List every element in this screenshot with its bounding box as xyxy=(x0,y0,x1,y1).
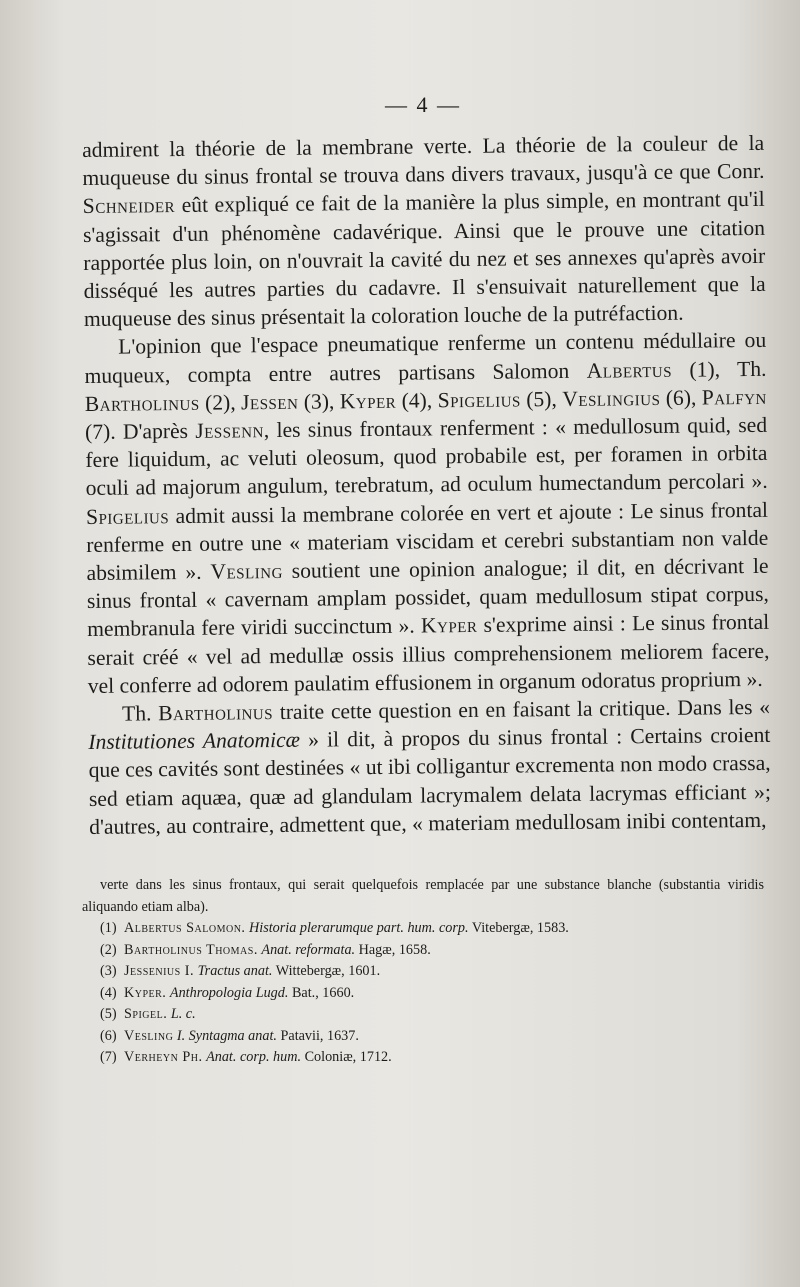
footnote-publication: Wittebergæ, 1601. xyxy=(275,963,381,980)
footnote-publication: Hagæ, 1658. xyxy=(358,941,431,958)
footnotes xyxy=(82,875,764,1069)
footnote-author: Albertus Salomon. xyxy=(124,920,246,937)
footnote-title: L. c. xyxy=(170,1006,196,1023)
footnote-author: Kyper. xyxy=(124,984,167,1001)
footnote-author: Bartholinus Thomas. xyxy=(124,941,258,958)
text-run: admirent la théorie de la membrane verte. La théorie de la couleur de la muqueuse du sinus frontal se trouva dans divers travaux, jusqu'à ce que Conr. xyxy=(82,130,765,191)
footnote-author: Verheyn Ph. xyxy=(124,1049,203,1066)
author-name: Vesling xyxy=(210,558,284,584)
author-name: Palfyn xyxy=(701,384,767,410)
text-run: (3), xyxy=(298,389,340,414)
footnote-item xyxy=(82,918,764,940)
footnote-number: (7) xyxy=(100,1049,117,1066)
footnote-title: I. Syntagma anat. xyxy=(176,1027,277,1044)
footnote-title: Anthropologia Lugd. xyxy=(169,984,289,1001)
paragraph-3 xyxy=(88,693,771,841)
footnote-author: Vesling xyxy=(124,1027,174,1044)
body-text xyxy=(82,129,771,841)
text-run: (1), Th. xyxy=(671,356,767,382)
text-run: » il dit, à propos du sinus frontal : Certains croient que ces cavités sont destinées « ut ibi colligantur excrementa non modo crassa, sed etiam aquæa, quæ ad glandulam lacrymalem delata lacrymas efficiant »; d'autres, au contraire, admettent que, « materiam medullosam inibi contentam, xyxy=(88,723,772,839)
footnote-number: (5) xyxy=(100,1006,117,1023)
author-name: Bartholinus xyxy=(84,390,200,416)
footnote-list xyxy=(82,918,764,1069)
author-name: Bartholinus xyxy=(158,700,274,726)
footnote-item xyxy=(82,1047,764,1069)
footnote-title: Anat. reformata. xyxy=(261,941,356,958)
author-name: Jessen xyxy=(240,389,299,415)
footnote-continuation: verte dans les sinus frontaux, qui serait quelquefois remplacée par une substance blanche (substantia viridis aliquando etiam alba). xyxy=(82,877,764,915)
footnote-number: (6) xyxy=(100,1027,117,1044)
text-run: traite cette question en en faisant la critique. Dans les « xyxy=(272,694,771,725)
footnote-publication: Patavii, 1637. xyxy=(280,1027,359,1044)
author-name: Jessenn xyxy=(195,418,264,443)
footnote-item xyxy=(82,1004,764,1026)
footnote-item xyxy=(82,1026,764,1048)
text-run: (2), xyxy=(199,390,242,415)
text-run: admit aussi la membrane colorée en vert et ajoute : Le sinus frontal renferme en outre une « materiam viscidam et cerebri substantiam non valde absimilem ». xyxy=(86,497,769,586)
author-name: Kyper xyxy=(339,388,397,414)
text-run: Th. xyxy=(121,701,159,726)
footnote-title: Historia plerarumque part. hum. corp. xyxy=(249,920,469,937)
text-run: (6), xyxy=(660,385,702,410)
page-number: — 4 — xyxy=(385,92,461,117)
author-name: Kyper xyxy=(420,613,478,638)
footnote-author: Spigel. xyxy=(124,1006,168,1023)
footnote-title: Tractus anat. xyxy=(197,963,273,980)
author-name: Veslingius xyxy=(562,385,661,411)
footnote-number: (4) xyxy=(100,984,117,1001)
text-run: (4), xyxy=(396,388,438,413)
author-name: Albertus xyxy=(586,357,673,383)
text-run: s'exprime ainsi : Le sinus frontal serait créé « vel ad medullæ ossis illius comprehensionem meliorem facere, vel conferre ad odorem paulatim effusionem in organum odoratus proprium ». xyxy=(87,610,770,698)
text-run: (7). D'après xyxy=(84,418,196,445)
author-name: Spigelius xyxy=(437,387,521,413)
footnote-item xyxy=(82,940,764,962)
footnote-publication: Vitebergæ, 1583. xyxy=(471,920,569,937)
paragraph-2 xyxy=(84,326,770,700)
footnote-publication: Bat., 1660. xyxy=(291,984,355,1001)
author-name: Schneider xyxy=(82,193,176,219)
footnote-title: Anat. corp. hum. xyxy=(206,1049,302,1066)
footnote-item xyxy=(82,961,764,983)
text-run: eût expliqué ce fait de la manière la plus simple, en montrant qu'il s'agissait d'un phénomène cadavérique. Ainsi que le prouve une citation rapportée plus loin, on n'ouvrait la cavité du nez et ses annexes qu'après avoir disséqué les autres parties du cadavre. Il s'ensuivait naturellement que la muqueuse des sinus présentait la coloration louche de la putréfaction. xyxy=(82,187,766,332)
text-run: L'opinion que l'espace pneumatique renferme un contenu médullaire ou muqueux, compta entre autres partisans Salomon xyxy=(84,328,767,388)
paragraph-1 xyxy=(82,129,766,334)
page-content xyxy=(82,92,772,1069)
footnote-number: (2) xyxy=(100,941,117,958)
footnote-item xyxy=(82,983,764,1005)
footnote-publication: Coloniæ, 1712. xyxy=(304,1049,392,1066)
text-run: soutient une opinion analogue; il dit, en décrivant le sinus frontal « cavernam amplam possidet, quam medullosum stipat corpus, membranula fere viridi succinctum ». xyxy=(86,553,769,642)
italic-title: Institutiones Anatomicæ xyxy=(88,728,301,755)
text-run: (5), xyxy=(520,386,563,412)
text-run: , les sinus frontaux renferment : « medullosum quid, sed fere liquidum, ac veluti oleosum, quod probabile est, per foramen in orbita oculi ad majorum angulum, terebratum, ad oculum humectandum percolari ». xyxy=(85,412,768,501)
footnote-author: Jessenius I. xyxy=(124,963,195,980)
footnote-number: (3) xyxy=(100,963,117,980)
author-name: Spigelius xyxy=(85,503,170,529)
footnote-number: (1) xyxy=(100,920,117,937)
